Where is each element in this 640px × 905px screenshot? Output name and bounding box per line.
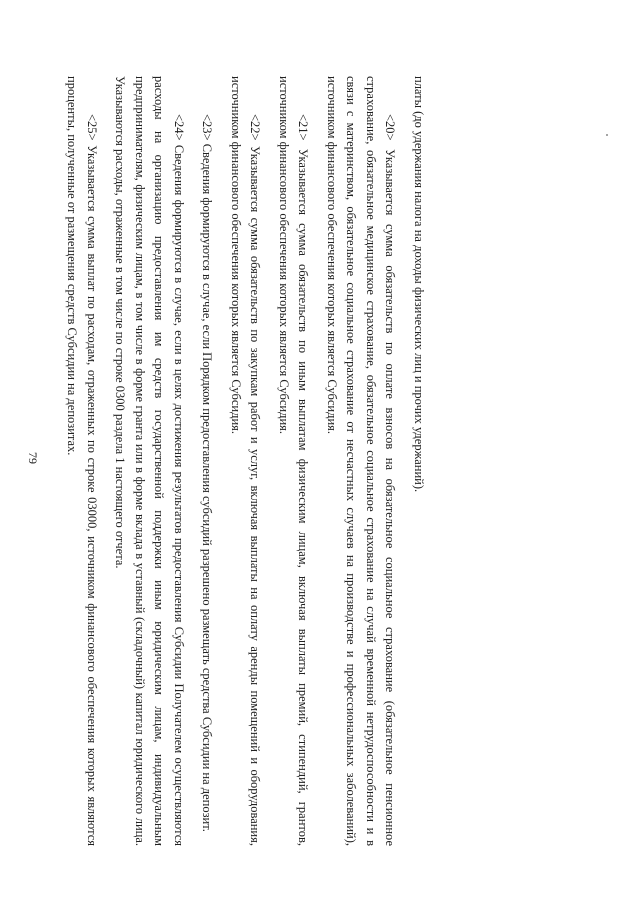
footnote-22: <22> Указывается сумма обязательств по закупкам работ и услуг, включая выплаты на оплату аренды помещений и оборудования, источником финансового обеспечения которых является Субсидия. (229, 76, 263, 846)
scan-speck (606, 134, 608, 136)
footnote-23: <23> Сведения формируются в случае, если Порядком предоставления субсидий разрешено размещать средства Субсидии на депозит. (200, 114, 215, 832)
paragraph-continuation: платы (до удержания налога на доходы физических лиц и прочих удержаний). (412, 76, 426, 493)
footnote-24: <24> Сведения формируются в случае, если в целях достижения результатов предоставления Субсидии Получателем осуществляются расходы на организацию предоставления им средств государственной поддержки иным юридическим лицам, индивидуальным предпринимателям, физическим лицам, в том числе в форме гранта или в форме вклада в уставный (складочный) капитал юридического лица. Указываются расходы, отраженные в том числе по строке 0300 раздела 1 настоящего отчета. (113, 76, 186, 846)
page-number: 79 (26, 452, 40, 464)
footnote-25: <25> Указывается сумма выплат по расходам, отраженных по строке 03000, источником финансового обеспечения которых являются проценты, полученные от размещения средств Субсидии на депозитах. (65, 76, 99, 846)
footnote-20: <20> Указывается сумма обязательств по оплате взносов на обязательное социальное страхование (обязательное пенсионное страхование, обязательное медицинское страхование, обязательное социальное страхование на случай временной нетрудоспособности и в связи с материнством, обязательное социальное страхование от несчастных случаев на производстве и профессиональных заболеваний), источником финансового обеспечения которых является Субсидия. (325, 76, 398, 846)
footnote-21: <21> Указывается сумма обязательств по иным выплатам физическим лицам, включая выплаты премий, стипендий, грантов, источником финансового обеспечения которых является Субсидия. (277, 76, 311, 846)
document-body (53, 76, 428, 846)
